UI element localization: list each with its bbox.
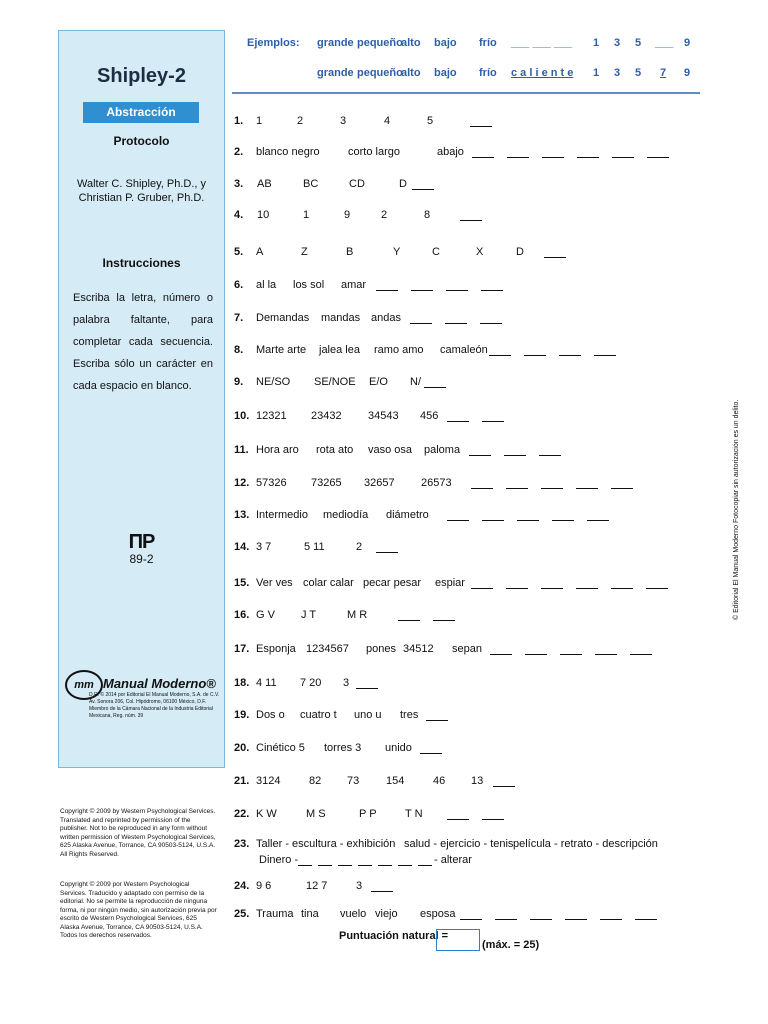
sidebar-panel	[58, 30, 225, 768]
item-row	[234, 115, 704, 131]
item-term: 1	[303, 209, 310, 221]
answer-blank[interactable]	[525, 643, 547, 655]
answer-blanks	[412, 178, 434, 193]
item-term: 13	[471, 775, 484, 787]
item-term: unido	[385, 742, 412, 754]
item-term: Demandas	[256, 312, 310, 324]
item-row	[234, 312, 704, 328]
answer-blank[interactable]	[410, 312, 432, 324]
answer-blanks	[410, 312, 502, 327]
item-term: Z	[301, 246, 308, 258]
answer-blanks	[544, 246, 566, 261]
answer-blank[interactable]	[541, 577, 563, 589]
item-term: NE/SO	[256, 376, 291, 388]
answer-blank[interactable]	[472, 146, 494, 158]
item-term: D	[399, 178, 407, 190]
item-row	[234, 344, 704, 360]
answer-blank[interactable]	[482, 509, 504, 521]
answer-blank[interactable]	[507, 146, 529, 158]
item-number: 15.	[234, 577, 250, 589]
answer-blank[interactable]	[552, 509, 574, 521]
answer-blank[interactable]	[560, 643, 582, 655]
example-num: 5	[635, 67, 642, 79]
item-term: tres	[400, 709, 419, 721]
item-term: 154	[386, 775, 405, 787]
item-row	[234, 577, 704, 593]
answer-blank[interactable]	[460, 209, 482, 221]
item-row	[234, 541, 704, 557]
answer-blanks	[460, 908, 657, 923]
answer-blanks	[426, 709, 448, 724]
answer-blank[interactable]	[420, 742, 442, 754]
score-input[interactable]	[436, 929, 480, 951]
answer-blank[interactable]	[646, 577, 668, 589]
item-row	[234, 246, 704, 262]
answer-blank[interactable]	[411, 279, 433, 291]
answer-blank[interactable]	[412, 178, 434, 190]
answer-blank[interactable]	[469, 444, 491, 456]
answer-blank[interactable]	[635, 908, 657, 920]
example-word: grande	[317, 37, 354, 49]
answer-blank[interactable]	[482, 410, 504, 422]
item-term: cuatro t	[300, 709, 337, 721]
item-term: 1	[256, 115, 263, 127]
item-row	[234, 775, 704, 791]
mp-code: 89-2	[129, 552, 154, 566]
answer-blank[interactable]	[506, 477, 528, 489]
example-word: alto	[401, 67, 421, 79]
answer-blanks	[447, 808, 504, 823]
answer-blank[interactable]	[565, 908, 587, 920]
example-num: 5	[635, 37, 642, 49]
manual-moderno-logo-icon: mm	[65, 670, 103, 700]
item-number: 2.	[234, 146, 244, 158]
example-answer-blank: ___ ___ ___	[511, 37, 573, 49]
item-term: tina	[301, 908, 319, 920]
instructions-text: Escriba la letra, número o palabra faltante, para completar cada secuencia. Escriba sólo un carácter en cada espacio en blanco.	[73, 292, 213, 392]
item-term: 12321	[256, 410, 287, 422]
answer-blank[interactable]	[611, 477, 633, 489]
item-number: 19.	[234, 709, 250, 721]
item-term: al la	[256, 279, 277, 291]
answer-blank[interactable]	[376, 541, 398, 553]
item-row	[234, 838, 704, 854]
item-row	[234, 477, 704, 493]
item-term: M R	[347, 609, 368, 621]
item-term: 2	[356, 541, 363, 553]
item-term: uno u	[354, 709, 382, 721]
answer-blank[interactable]	[647, 146, 669, 158]
answer-blank[interactable]	[447, 808, 469, 820]
item-term: P P	[359, 808, 377, 820]
example-word: frío	[479, 37, 497, 49]
mp-logo: ΠP	[128, 531, 155, 553]
item-term: C	[432, 246, 440, 258]
item-term: X	[476, 246, 484, 258]
item-row	[234, 742, 704, 758]
answer-blank[interactable]	[470, 115, 492, 127]
item-term: D	[516, 246, 524, 258]
item-row	[234, 808, 704, 824]
answer-blanks	[460, 209, 482, 224]
item-term: esposa	[420, 908, 456, 920]
item-term: 34543	[368, 410, 399, 422]
item-term: Ver ves	[256, 577, 293, 589]
answer-blanks	[472, 146, 669, 161]
answer-blanks	[398, 609, 455, 624]
item-number: 22.	[234, 808, 250, 820]
item-term: Dos o	[256, 709, 285, 721]
item-term: 4 11	[256, 677, 277, 689]
answer-blank[interactable]	[376, 279, 398, 291]
item-term: los sol	[293, 279, 325, 291]
example-word: alto	[401, 37, 421, 49]
answer-blanks	[356, 677, 378, 692]
item-term: N/	[410, 376, 421, 388]
item-number: 25.	[234, 908, 250, 920]
item-term: 10	[257, 209, 270, 221]
item-term: G V	[256, 609, 275, 621]
answer-blank[interactable]	[595, 643, 617, 655]
item-term: vaso osa	[368, 444, 413, 456]
example-word: bajo	[434, 37, 457, 49]
item-term: 8	[424, 209, 431, 221]
item-term: SE/NOE	[314, 376, 356, 388]
item-term: mediodía	[323, 509, 369, 521]
answer-blank[interactable]	[447, 509, 469, 521]
example-num: 9	[684, 67, 691, 79]
author-2: Christian P. Gruber, Ph.D.	[78, 192, 205, 204]
answer-blanks	[490, 643, 652, 658]
item-term: 3 7	[256, 541, 272, 553]
item-term: salud - ejercicio - tenis	[404, 838, 514, 850]
item-term: Marte arte	[256, 344, 307, 356]
item-row-continuation	[234, 854, 704, 870]
answer-blank[interactable]	[447, 410, 469, 422]
item-term: torres 3	[324, 742, 362, 754]
example-word: frío	[479, 67, 497, 79]
item-term: 82	[309, 775, 322, 787]
item-term: B	[346, 246, 354, 258]
item-term: 3	[343, 677, 350, 689]
answer-blank[interactable]	[600, 908, 622, 920]
item-number: 10.	[234, 410, 250, 422]
answer-blanks	[371, 880, 393, 895]
item-term: K W	[256, 808, 277, 820]
item-term: M S	[306, 808, 326, 820]
item-term: 1234567	[306, 643, 349, 655]
example-word: pequeño	[357, 67, 403, 79]
item-term: camaleón	[440, 344, 488, 356]
answer-blank[interactable]	[398, 609, 420, 621]
item-row	[234, 178, 704, 194]
item-number: 7.	[234, 312, 244, 324]
item-row	[234, 880, 704, 896]
item-term: Cinético 5	[256, 742, 305, 754]
item-number: 14.	[234, 541, 250, 553]
answer-blank[interactable]	[612, 146, 634, 158]
item-number: 4.	[234, 209, 244, 221]
item-row	[234, 410, 704, 426]
example-num: 1	[593, 67, 600, 79]
item-term: pones	[366, 643, 396, 655]
item-term: 73265	[311, 477, 342, 489]
item-term: BC	[303, 178, 319, 190]
item-term: colar calar	[303, 577, 354, 589]
answer-blank[interactable]	[356, 677, 378, 689]
item-term: 3	[356, 880, 363, 892]
item-number: 8.	[234, 344, 244, 356]
item-number: 6.	[234, 279, 244, 291]
answer-blank[interactable]	[530, 908, 552, 920]
item-term: espiar	[435, 577, 465, 589]
item-term: 26573	[421, 477, 452, 489]
item-row	[234, 908, 704, 924]
item-term: 12 7	[306, 880, 328, 892]
item-term: 4	[384, 115, 391, 127]
item-term: blanco negro	[256, 146, 320, 158]
item-term: diámetro	[386, 509, 429, 521]
answer-blank[interactable]	[517, 509, 539, 521]
item-term: rota ato	[316, 444, 354, 456]
answer-blank[interactable]	[506, 577, 528, 589]
item-number: 18.	[234, 677, 250, 689]
item-row	[234, 509, 704, 525]
item-term: CD	[349, 178, 365, 190]
item-term: Intermedio	[256, 509, 308, 521]
item-row	[234, 376, 704, 392]
item-term: Y	[393, 246, 401, 258]
example-word: bajo	[434, 67, 457, 79]
item-term: Esponja	[256, 643, 296, 655]
answer-blank[interactable]	[577, 146, 599, 158]
score-max: (máx. = 25)	[482, 939, 540, 951]
item-row	[234, 146, 704, 162]
example-num-answer: 7	[660, 67, 667, 79]
answer-blank[interactable]	[539, 444, 561, 456]
item-term: AB	[257, 178, 272, 190]
item-number: 24.	[234, 880, 250, 892]
item-term: 32657	[364, 477, 395, 489]
instructions-title: Instrucciones	[102, 256, 181, 270]
item-term: abajo	[437, 146, 464, 158]
item-term: T N	[405, 808, 423, 820]
answer-blanks	[298, 854, 438, 869]
answer-blank[interactable]	[446, 279, 468, 291]
answer-blank[interactable]	[594, 344, 616, 356]
item-term: 34512	[403, 643, 434, 655]
item-row	[234, 643, 704, 659]
item-term: Taller - escultura - exhibición	[256, 838, 396, 850]
publisher-name: Manual Moderno®	[103, 676, 216, 691]
item-term: viejo	[375, 908, 398, 920]
answer-blank[interactable]	[524, 344, 546, 356]
answer-blank[interactable]	[490, 643, 512, 655]
abstraccion-badge: Abstracción	[83, 102, 199, 123]
item-term: A	[256, 246, 264, 258]
answer-blank[interactable]	[471, 577, 493, 589]
item-number: 13.	[234, 509, 250, 521]
item-number: 12.	[234, 477, 250, 489]
item-row	[234, 677, 704, 693]
example-num: 9	[684, 37, 691, 49]
example-num: 3	[614, 67, 621, 79]
item-term: 9 6	[256, 880, 272, 892]
answer-blank[interactable]	[576, 477, 598, 489]
answer-blank[interactable]	[542, 146, 564, 158]
item-term: 23432	[311, 410, 342, 422]
answer-blank[interactable]	[541, 477, 563, 489]
answer-blank[interactable]	[298, 854, 312, 866]
item-number: 17.	[234, 643, 250, 655]
item-term: 7 20	[300, 677, 322, 689]
item-term: mandas	[321, 312, 361, 324]
item-term: Trauma	[256, 908, 294, 920]
item-term: J T	[301, 609, 317, 621]
answer-blank[interactable]	[493, 775, 515, 787]
answer-blank[interactable]	[318, 854, 332, 866]
item-term: 3124	[256, 775, 281, 787]
copyright-english: Copyright © 2009 by Western Psychological Services. Translated and reprinted by permission of the publisher. Not to be reproduced in any form without written permission of Western Psychological Services, 625 Alaska Avenue, Torrance, CA 90503-5124, U.S.A. All Rights Reserved.	[60, 808, 216, 858]
answer-blank[interactable]	[489, 344, 511, 356]
answer-blanks	[447, 410, 504, 425]
score-label: Puntuación natural =	[339, 930, 449, 942]
answer-blank[interactable]	[445, 312, 467, 324]
item-row	[234, 609, 704, 625]
item-row	[234, 444, 704, 460]
item-term: película - retrato - descripción	[513, 838, 658, 850]
copyright-spanish: Copyright © 2009 por Western Psychological Services. Traducido y adaptado con permiso de la editorial. No se permite la reproducción de ninguna forma, ni por ningún medio, sin autorización previa por escrito de Western Psychological Services, 625 Alaska Avenue, Torrance, CA 90503-5124, U.S.A. Todos los derechos reservados.	[60, 881, 217, 939]
item-number: 1.	[234, 115, 244, 127]
example-num: 1	[593, 37, 600, 49]
item-term: corto largo	[348, 146, 400, 158]
answer-blanks	[493, 775, 515, 790]
answer-blank[interactable]	[433, 609, 455, 621]
answer-blank[interactable]	[611, 577, 633, 589]
item-number: 23.	[234, 838, 250, 850]
answer-blank[interactable]	[630, 643, 652, 655]
item-row	[234, 709, 704, 725]
example-num: 3	[614, 37, 621, 49]
answer-blanks	[471, 477, 633, 492]
answer-blank[interactable]	[424, 376, 446, 388]
item-term: 46	[433, 775, 446, 787]
item-term: E/O	[369, 376, 388, 388]
item-term: vuelo	[340, 908, 367, 920]
answer-blanks	[424, 376, 446, 391]
item-term: 57326	[256, 477, 287, 489]
answer-blanks	[376, 541, 398, 556]
item-number: 9.	[234, 376, 244, 388]
test-title: Shipley-2	[97, 65, 186, 87]
answer-blank[interactable]	[495, 908, 517, 920]
item-number: 20.	[234, 742, 250, 754]
authors	[59, 177, 224, 205]
answer-blank[interactable]	[587, 509, 609, 521]
answer-blank[interactable]	[482, 808, 504, 820]
answer-blank[interactable]	[544, 246, 566, 258]
item-term: 456	[420, 410, 439, 422]
example-word: grande	[317, 67, 354, 79]
item-term: 3	[340, 115, 347, 127]
item-term: Hora aro	[256, 444, 299, 456]
item-term: 5	[427, 115, 434, 127]
answer-blank[interactable]	[471, 477, 493, 489]
item-number: 3.	[234, 178, 244, 190]
answer-blank[interactable]	[398, 854, 412, 866]
item-term: 2	[297, 115, 304, 127]
copyright-vertical-note: © Editorial El Manual Moderno Fotocopiar sin autorización es un delito.	[733, 399, 740, 620]
item-term: 73	[347, 775, 360, 787]
example-num-blank: ___	[655, 37, 674, 49]
answer-blank[interactable]	[426, 709, 448, 721]
item-term: ramo amo	[374, 344, 424, 356]
item-term: 5 11	[304, 541, 325, 553]
item-term: 2	[381, 209, 388, 221]
protocolo-label: Protocolo	[113, 134, 170, 148]
item-row	[234, 279, 704, 295]
answer-blank[interactable]	[358, 854, 372, 866]
answer-blank[interactable]	[338, 854, 352, 866]
item-term: jalea lea	[319, 344, 360, 356]
item-number: 5.	[234, 246, 244, 258]
item-number: 11.	[234, 444, 249, 456]
answer-blank[interactable]	[559, 344, 581, 356]
answer-blanks	[420, 742, 442, 757]
answer-blanks	[447, 509, 609, 524]
answer-blank[interactable]	[504, 444, 526, 456]
item-term: pecar pesar	[363, 577, 422, 589]
item-term: andas	[371, 312, 401, 324]
item-term: amar	[341, 279, 367, 291]
item-term: - alterar	[434, 854, 472, 866]
publisher-info: D.R. © 2014 por Editorial El Manual Moderno, S.A. de C.V. Av. Sonora 206, Col. Hipódromo, 06100 México, D.F. Miembro de la Cámara Nacional de la Industria Editorial Mexicana, Reg. núm. 39	[89, 692, 220, 719]
answer-blank[interactable]	[418, 854, 432, 866]
answer-blank[interactable]	[378, 854, 392, 866]
answer-blanks	[376, 279, 503, 294]
answer-blanks	[489, 344, 616, 359]
item-number: 21.	[234, 775, 250, 787]
item-term: Dinero -	[259, 854, 299, 866]
examples-label: Ejemplos:	[247, 37, 300, 49]
example-answer: c a l i e n t e	[511, 67, 574, 79]
answer-blank[interactable]	[460, 908, 482, 920]
answer-blank[interactable]	[481, 279, 503, 291]
examples-divider	[232, 92, 700, 94]
answer-blank[interactable]	[371, 880, 393, 892]
item-term: sepan	[452, 643, 482, 655]
item-term: 9	[344, 209, 351, 221]
answer-blanks	[470, 115, 492, 130]
item-row	[234, 209, 704, 225]
answer-blanks	[471, 577, 668, 592]
answer-blank[interactable]	[480, 312, 502, 324]
author-1: Walter C. Shipley, Ph.D., y	[77, 178, 206, 190]
item-term: paloma	[424, 444, 461, 456]
answer-blank[interactable]	[576, 577, 598, 589]
example-word: pequeño	[357, 37, 403, 49]
item-number: 16.	[234, 609, 250, 621]
answer-blanks	[469, 444, 561, 459]
